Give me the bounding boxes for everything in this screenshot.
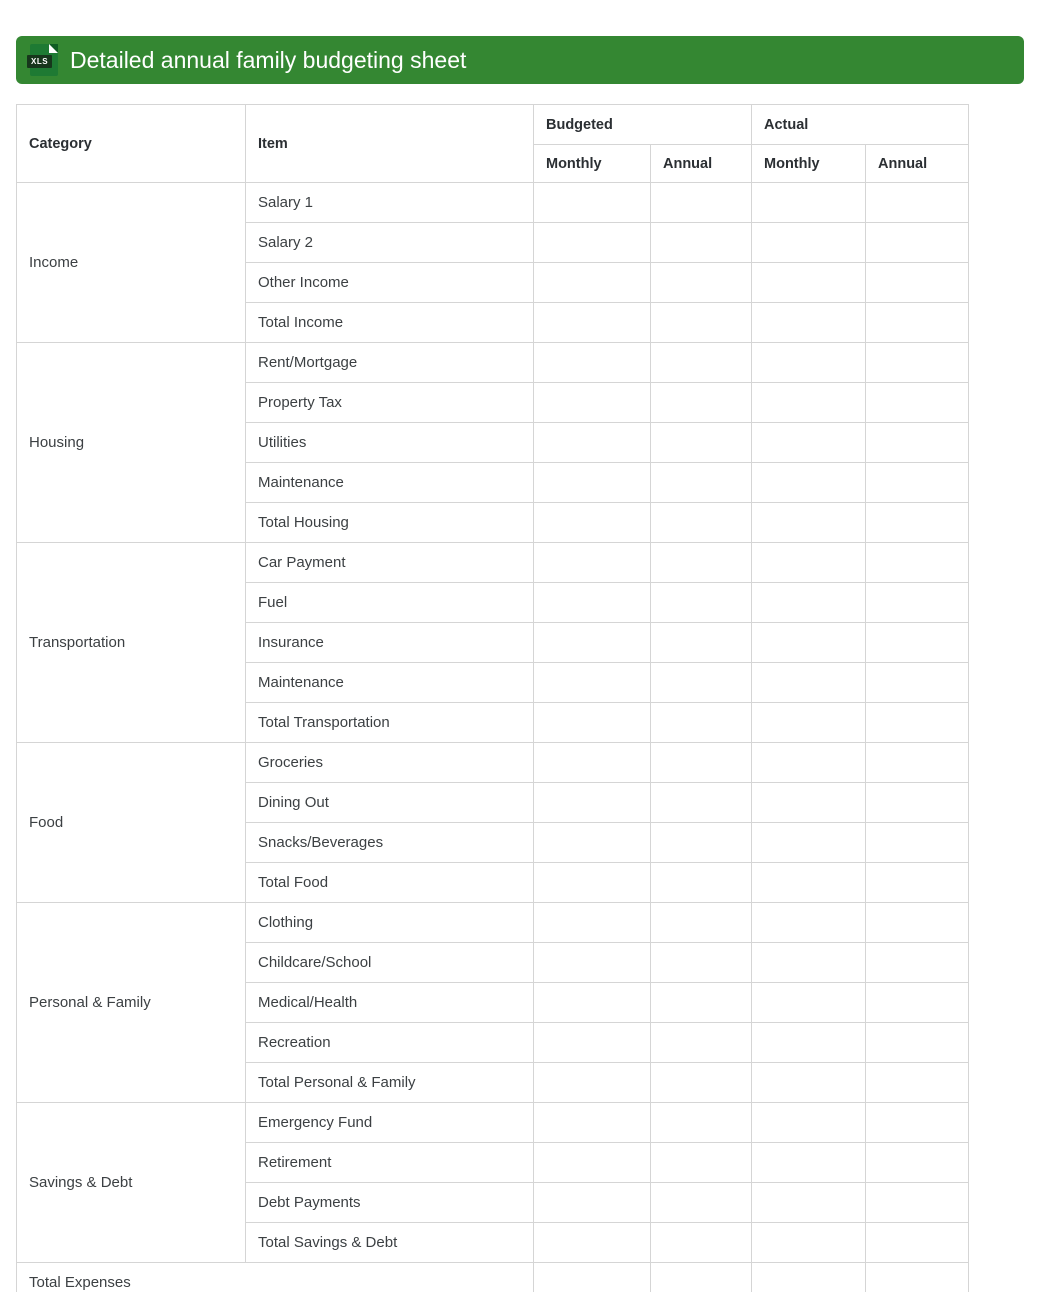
- actual-monthly-cell[interactable]: [752, 343, 866, 383]
- budgeted-monthly-cell[interactable]: [534, 463, 651, 503]
- actual-monthly-cell[interactable]: [752, 1223, 866, 1263]
- actual-annual-cell[interactable]: [866, 583, 969, 623]
- item-cell: Childcare/School: [246, 943, 534, 983]
- actual-monthly-cell[interactable]: [752, 583, 866, 623]
- actual-annual-cell[interactable]: [866, 863, 969, 903]
- budgeted-annual-cell[interactable]: [651, 503, 752, 543]
- budgeted-annual-cell[interactable]: [651, 463, 752, 503]
- budgeted-monthly-cell[interactable]: [534, 983, 651, 1023]
- actual-monthly-cell[interactable]: [752, 663, 866, 703]
- item-cell: Total Savings & Debt: [246, 1223, 534, 1263]
- category-cell: Income: [17, 183, 246, 343]
- header-budgeted-group: Budgeted: [534, 105, 752, 145]
- budgeted-annual-cell[interactable]: [651, 1143, 752, 1183]
- budgeted-monthly-cell[interactable]: [534, 343, 651, 383]
- actual-annual-cell[interactable]: [866, 303, 969, 343]
- budgeted-monthly-cell[interactable]: [534, 903, 651, 943]
- actual-annual-cell[interactable]: [866, 223, 969, 263]
- budgeted-monthly-cell[interactable]: [534, 783, 651, 823]
- actual-monthly-cell[interactable]: [752, 503, 866, 543]
- budgeted-monthly-cell[interactable]: [534, 1103, 651, 1143]
- item-cell: Groceries: [246, 743, 534, 783]
- actual-annual-cell[interactable]: [866, 1183, 969, 1223]
- actual-annual-cell[interactable]: [866, 383, 969, 423]
- actual-monthly-cell[interactable]: [752, 1023, 866, 1063]
- budgeted-monthly-cell[interactable]: [534, 303, 651, 343]
- item-cell: Dining Out: [246, 783, 534, 823]
- actual-monthly-cell[interactable]: [752, 543, 866, 583]
- item-cell: Debt Payments: [246, 1183, 534, 1223]
- item-cell: Salary 2: [246, 223, 534, 263]
- actual-monthly-cell[interactable]: [752, 423, 866, 463]
- budgeted-annual-cell[interactable]: [651, 983, 752, 1023]
- actual-annual-cell[interactable]: [866, 703, 969, 743]
- actual-monthly-cell[interactable]: [752, 623, 866, 663]
- budgeted-monthly-cell[interactable]: [534, 663, 651, 703]
- item-cell: Other Income: [246, 263, 534, 303]
- actual-annual-cell[interactable]: [866, 623, 969, 663]
- budgeted-monthly-cell[interactable]: [534, 503, 651, 543]
- budgeted-annual-cell[interactable]: [651, 703, 752, 743]
- actual-annual-cell[interactable]: [866, 263, 969, 303]
- actual-monthly-cell[interactable]: [752, 303, 866, 343]
- item-cell: Clothing: [246, 903, 534, 943]
- budgeted-annual-cell[interactable]: [651, 623, 752, 663]
- actual-annual-cell[interactable]: [866, 1023, 969, 1063]
- budgeted-annual-cell[interactable]: [651, 303, 752, 343]
- item-cell: Maintenance: [246, 463, 534, 503]
- budgeted-annual-cell[interactable]: [651, 583, 752, 623]
- actual-monthly-cell[interactable]: [752, 903, 866, 943]
- actual-monthly-cell[interactable]: [752, 463, 866, 503]
- budgeted-annual-cell[interactable]: [651, 543, 752, 583]
- table-header-row-1: [17, 105, 969, 145]
- item-cell: Recreation: [246, 1023, 534, 1063]
- actual-annual-cell[interactable]: [866, 783, 969, 823]
- total-expenses-budgeted-annual-cell[interactable]: [651, 1263, 752, 1292]
- actual-monthly-cell[interactable]: [752, 183, 866, 223]
- budgeted-annual-cell[interactable]: [651, 1223, 752, 1263]
- header-actual-monthly: Monthly: [752, 145, 866, 183]
- category-cell: Savings & Debt: [17, 1103, 246, 1263]
- budgeted-annual-cell[interactable]: [651, 223, 752, 263]
- budgeted-monthly-cell[interactable]: [534, 623, 651, 663]
- xls-icon-label: XLS: [27, 55, 52, 68]
- table-row: [17, 183, 969, 223]
- category-cell: Housing: [17, 343, 246, 543]
- item-cell: Salary 1: [246, 183, 534, 223]
- budgeted-monthly-cell[interactable]: [534, 1223, 651, 1263]
- actual-monthly-cell[interactable]: [752, 1063, 866, 1103]
- budgeted-annual-cell[interactable]: [651, 383, 752, 423]
- actual-annual-cell[interactable]: [866, 343, 969, 383]
- budgeted-monthly-cell[interactable]: [534, 1143, 651, 1183]
- budgeted-monthly-cell[interactable]: [534, 383, 651, 423]
- item-cell: Total Income: [246, 303, 534, 343]
- table-row: [17, 543, 969, 583]
- actual-monthly-cell[interactable]: [752, 703, 866, 743]
- actual-monthly-cell[interactable]: [752, 223, 866, 263]
- actual-monthly-cell[interactable]: [752, 983, 866, 1023]
- total-expenses-row: [17, 1263, 969, 1292]
- budgeted-annual-cell[interactable]: [651, 183, 752, 223]
- budgeted-annual-cell[interactable]: [651, 1023, 752, 1063]
- item-cell: Total Personal & Family: [246, 1063, 534, 1103]
- actual-annual-cell[interactable]: [866, 943, 969, 983]
- xls-file-icon: [30, 44, 58, 76]
- actual-annual-cell[interactable]: [866, 183, 969, 223]
- budgeted-annual-cell[interactable]: [651, 343, 752, 383]
- item-cell: Total Housing: [246, 503, 534, 543]
- item-cell: Total Food: [246, 863, 534, 903]
- page-title: Detailed annual family budgeting sheet: [70, 47, 467, 73]
- header-budgeted-annual: Annual: [651, 145, 752, 183]
- item-cell: Insurance: [246, 623, 534, 663]
- item-cell: Fuel: [246, 583, 534, 623]
- item-cell: Rent/Mortgage: [246, 343, 534, 383]
- actual-annual-cell[interactable]: [866, 423, 969, 463]
- budgeted-monthly-cell[interactable]: [534, 223, 651, 263]
- table-header: [17, 105, 969, 183]
- budgeted-annual-cell[interactable]: [651, 1063, 752, 1103]
- item-cell: Medical/Health: [246, 983, 534, 1023]
- header-category: Category: [17, 105, 246, 183]
- item-cell: Total Transportation: [246, 703, 534, 743]
- header-item: Item: [246, 105, 534, 183]
- budgeted-monthly-cell[interactable]: [534, 943, 651, 983]
- total-expenses-actual-monthly-cell[interactable]: [752, 1263, 866, 1292]
- budgeted-annual-cell[interactable]: [651, 1183, 752, 1223]
- budgeted-annual-cell[interactable]: [651, 1103, 752, 1143]
- budgeted-annual-cell[interactable]: [651, 663, 752, 703]
- actual-annual-cell[interactable]: [866, 1223, 969, 1263]
- total-expenses-actual-annual-cell[interactable]: [866, 1263, 969, 1292]
- budgeted-monthly-cell[interactable]: [534, 823, 651, 863]
- actual-monthly-cell[interactable]: [752, 863, 866, 903]
- actual-monthly-cell[interactable]: [752, 1143, 866, 1183]
- budgeted-annual-cell[interactable]: [651, 263, 752, 303]
- table-row: [17, 1103, 969, 1143]
- budgeted-monthly-cell[interactable]: [534, 863, 651, 903]
- actual-annual-cell[interactable]: [866, 983, 969, 1023]
- budgeted-monthly-cell[interactable]: [534, 743, 651, 783]
- table-body: [17, 183, 969, 1292]
- budgeted-annual-cell[interactable]: [651, 943, 752, 983]
- actual-annual-cell[interactable]: [866, 1063, 969, 1103]
- actual-annual-cell[interactable]: [866, 743, 969, 783]
- actual-annual-cell[interactable]: [866, 503, 969, 543]
- total-expenses-label: Total Expenses: [17, 1263, 534, 1292]
- budgeted-monthly-cell[interactable]: [534, 583, 651, 623]
- category-cell: Food: [17, 743, 246, 903]
- budgeted-monthly-cell[interactable]: [534, 1023, 651, 1063]
- actual-monthly-cell[interactable]: [752, 783, 866, 823]
- category-cell: Transportation: [17, 543, 246, 743]
- table-row: [17, 903, 969, 943]
- item-cell: Emergency Fund: [246, 1103, 534, 1143]
- actual-annual-cell[interactable]: [866, 903, 969, 943]
- budgeted-monthly-cell[interactable]: [534, 1063, 651, 1103]
- item-cell: Property Tax: [246, 383, 534, 423]
- item-cell: Retirement: [246, 1143, 534, 1183]
- budgeted-monthly-cell[interactable]: [534, 183, 651, 223]
- header-actual-group: Actual: [752, 105, 969, 145]
- budget-table: [16, 104, 969, 1292]
- actual-monthly-cell[interactable]: [752, 263, 866, 303]
- budgeted-annual-cell[interactable]: [651, 863, 752, 903]
- category-cell: Personal & Family: [17, 903, 246, 1103]
- actual-annual-cell[interactable]: [866, 1143, 969, 1183]
- actual-monthly-cell[interactable]: [752, 823, 866, 863]
- actual-annual-cell[interactable]: [866, 543, 969, 583]
- item-cell: Snacks/Beverages: [246, 823, 534, 863]
- item-cell: Utilities: [246, 423, 534, 463]
- table-row: [17, 743, 969, 783]
- budgeted-annual-cell[interactable]: [651, 823, 752, 863]
- item-cell: Maintenance: [246, 663, 534, 703]
- budgeted-monthly-cell[interactable]: [534, 543, 651, 583]
- header-budgeted-monthly: Monthly: [534, 145, 651, 183]
- item-cell: Car Payment: [246, 543, 534, 583]
- budgeted-monthly-cell[interactable]: [534, 1183, 651, 1223]
- total-expenses-budgeted-monthly-cell[interactable]: [534, 1263, 651, 1292]
- budgeted-annual-cell[interactable]: [651, 743, 752, 783]
- table-row: [17, 343, 969, 383]
- actual-monthly-cell[interactable]: [752, 1183, 866, 1223]
- actual-annual-cell[interactable]: [866, 663, 969, 703]
- actual-monthly-cell[interactable]: [752, 943, 866, 983]
- budgeted-annual-cell[interactable]: [651, 903, 752, 943]
- actual-annual-cell[interactable]: [866, 463, 969, 503]
- document-title-bar: [16, 36, 1024, 84]
- budgeted-monthly-cell[interactable]: [534, 423, 651, 463]
- budgeted-annual-cell[interactable]: [651, 783, 752, 823]
- header-actual-annual: Annual: [866, 145, 969, 183]
- actual-monthly-cell[interactable]: [752, 1103, 866, 1143]
- actual-monthly-cell[interactable]: [752, 383, 866, 423]
- actual-annual-cell[interactable]: [866, 1103, 969, 1143]
- actual-annual-cell[interactable]: [866, 823, 969, 863]
- budgeted-monthly-cell[interactable]: [534, 263, 651, 303]
- actual-monthly-cell[interactable]: [752, 743, 866, 783]
- budgeted-monthly-cell[interactable]: [534, 703, 651, 743]
- budgeted-annual-cell[interactable]: [651, 423, 752, 463]
